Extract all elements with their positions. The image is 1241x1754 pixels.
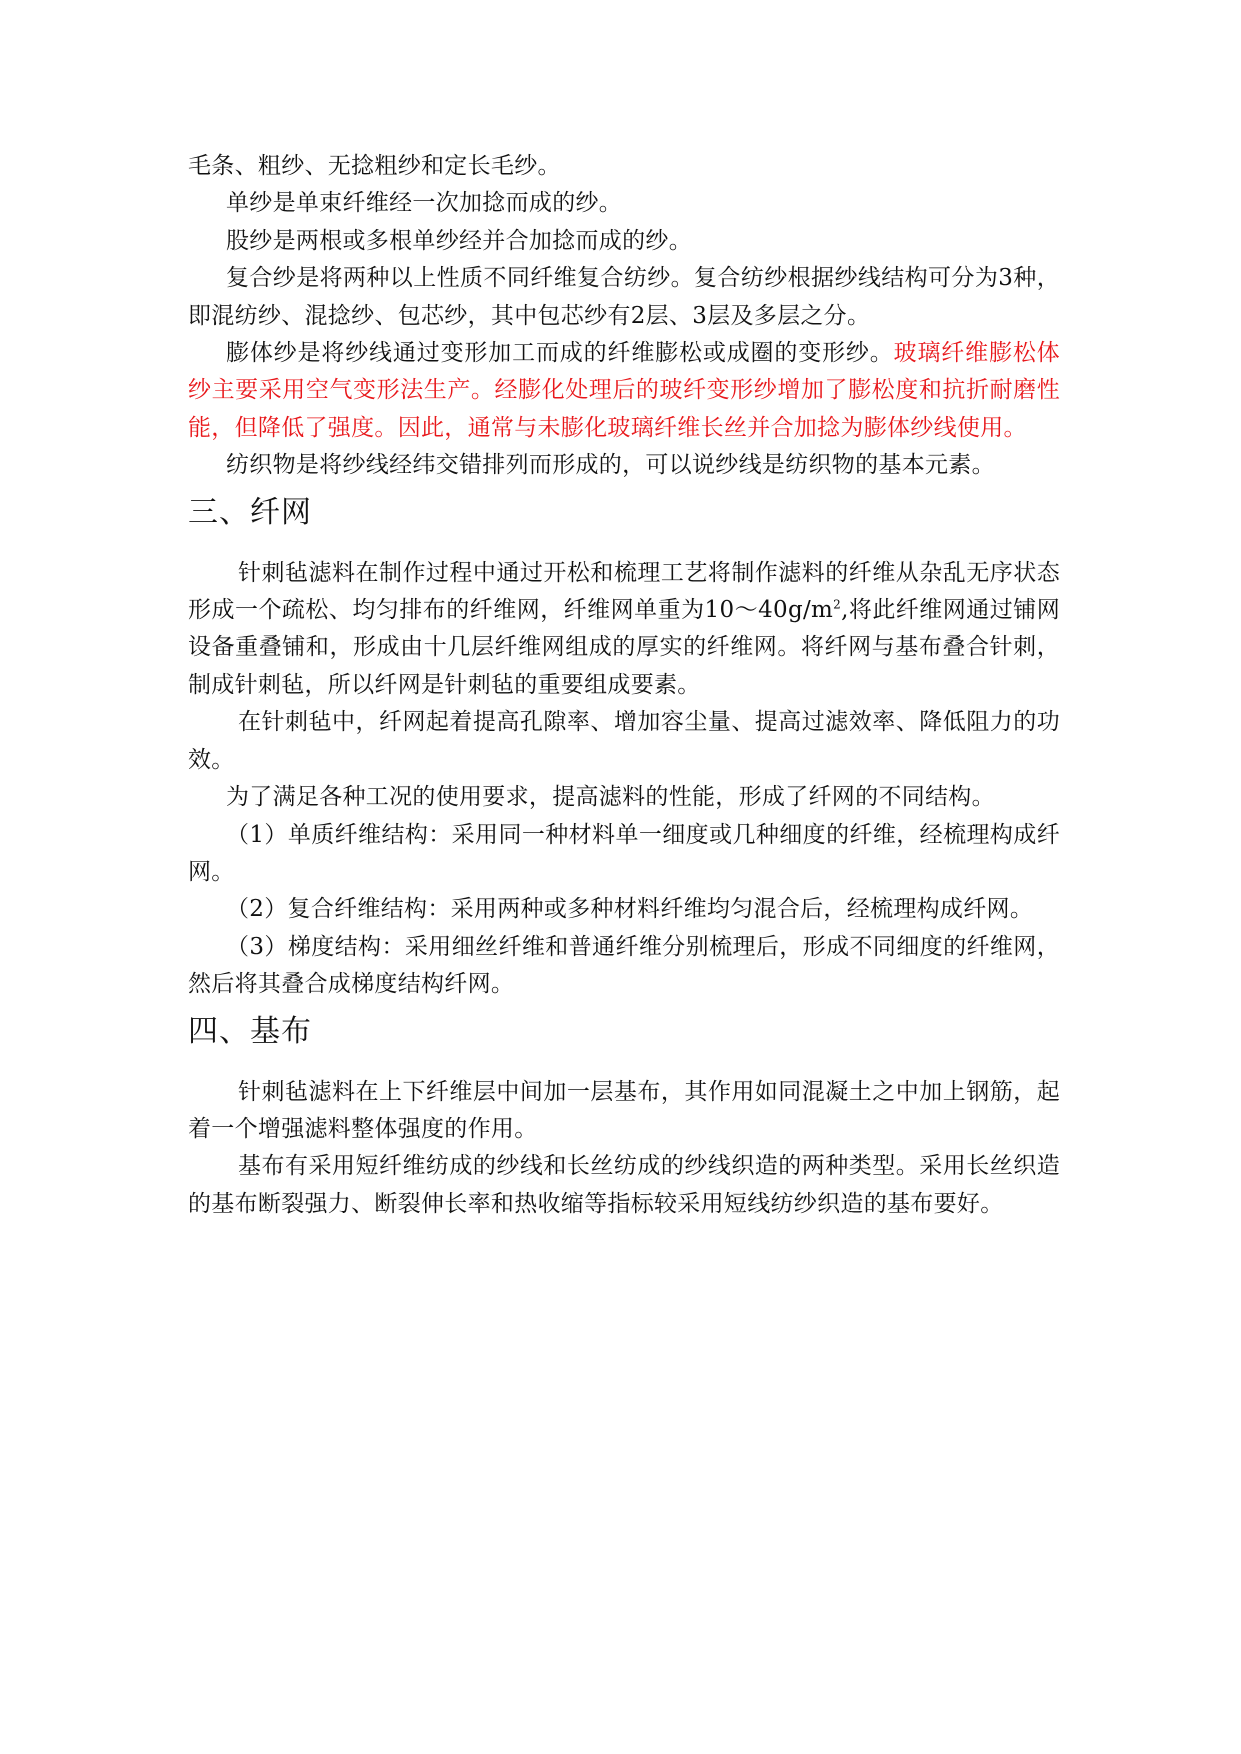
paragraph-web-structures: 为了满足各种工况的使用要求，提高滤料的性能，形成了纤网的不同结构。 (226, 784, 995, 811)
paragraph-base-types: 基布有采用短纤维纺成的纱线和长丝纺成的纱线织造的两种类型。采用长丝织造的基布断裂强力、断裂伸长率和热收缩等指标较采用短线纺纱织造的基布要好。 (188, 1153, 1060, 1217)
unit-superscript: 2 (833, 597, 842, 612)
paragraph-bulk-yarn (188, 335, 1060, 447)
web-intro-text: 针刺毡滤料在制作过程中通过开松和梳理工艺将制作滤料的纤维从杂乱无序状态形成一个疏松、均匀排布的纤维网，纤维网单重为10～40g/m (188, 559, 1060, 624)
paragraph-web-role: 在针刺毡中，纤网起着提高孔隙率、增加容尘量、提高过滤效率、降低阻力的功效。 (188, 709, 1060, 773)
paragraph-fabric: 纺织物是将纱线经纬交错排列而形成的，可以说纱线是纺织物的基本元素。 (226, 452, 995, 479)
paragraph-ply-yarn: 股纱是两根或多根单纱经并合加捻而成的纱。 (226, 227, 692, 254)
paragraph-base-role: 针刺毡滤料在上下纤维层中间加一层基布，其作用如同混凝土之中加上钢筋，起着一个增强滤料整体强度的作用。 (188, 1078, 1060, 1142)
document-body (188, 148, 1060, 1223)
paragraph-single-yarn: 单纱是单束纤维经一次加捻而成的纱。 (226, 190, 623, 217)
bulk-yarn-highlight: 玻璃纤维膨松体纱主要采用空气变形法生产。经膨化处理后的玻纤变形纱增加了膨松度和抗折耐磨性能，但降低了强度。因此，通常与未膨化玻璃纤维长丝并合加捻为膨体纱线使用。 (188, 340, 1060, 441)
list-item-structure-2: （2）复合纤维结构：采用两种或多种材料纤维均匀混合后，经梳理构成纤网。 (226, 896, 1034, 923)
list-item-structure-3: （3）梯度结构：采用细丝纤维和普通纤维分别梳理后，形成不同细度的纤维网，然后将其叠合成梯度结构纤网。 (188, 933, 1060, 998)
bulk-yarn-definition: 膨体纱是将纱线通过变形加工而成的纤维膨松或成圈的变形纱。 (226, 340, 894, 367)
paragraph-web-intro (188, 555, 1060, 705)
paragraph-composite-yarn: 复合纱是将两种以上性质不同纤维复合纺纱。复合纺纱根据纱线结构可分为3种，即混纺纱、混捻纱、包芯纱，其中包芯纱有2层、3层及多层之分。 (188, 265, 1060, 329)
web-intro-text-cont: ,将此纤维网通过铺网设备重叠铺和，形成由十几层纤维网组成的厚实的纤维网。将纤网与基布叠合针刺，制成针刺毡，所以纤网是针刺毡的重要组成要素。 (188, 597, 1060, 698)
list-item-structure-1: （1）单质纤维结构：采用同一种材料单一细度或几种细度的纤维，经梳理构成纤网。 (188, 821, 1060, 885)
heading-fiber-web: 三、纤网 (188, 494, 312, 530)
paragraph-continued: 毛条、粗纱、无捻粗纱和定长毛纱。 (188, 153, 561, 179)
heading-base-cloth: 四、基布 (188, 1013, 312, 1049)
